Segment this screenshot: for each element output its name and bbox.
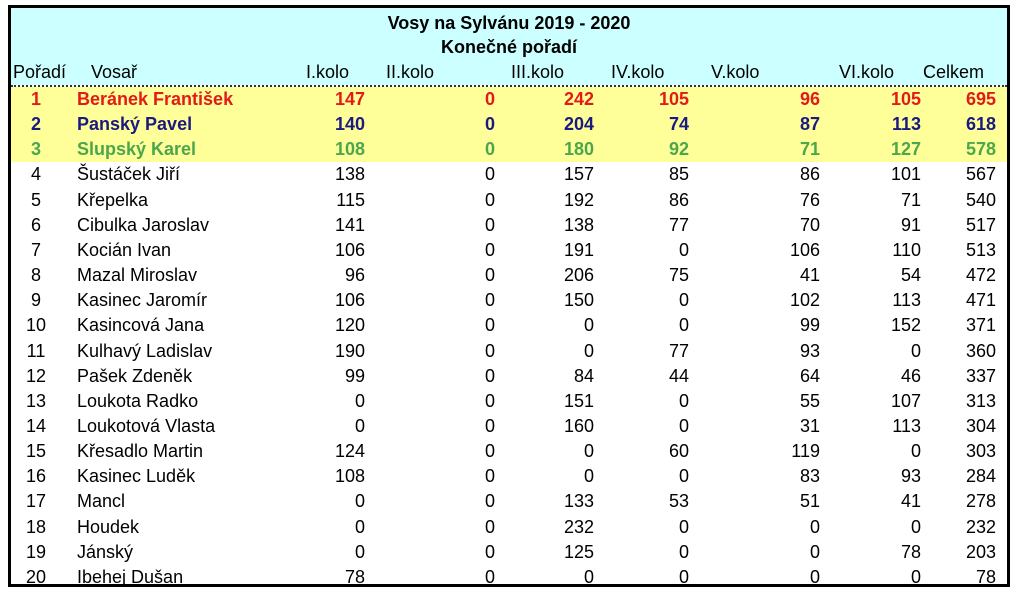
rank-cell: 16: [25, 466, 47, 487]
round-1-cell: 120: [334, 315, 365, 336]
round-2-cell: 0: [484, 89, 495, 109]
round-3-cell: 150: [563, 290, 594, 311]
name-cell: Houdek: [77, 516, 140, 537]
rank-cell: 5: [30, 189, 41, 210]
column-header-name: Vosař: [91, 62, 138, 82]
round-1-cell: 0: [354, 415, 365, 436]
round-2-cell: 0: [484, 365, 495, 386]
round-1-cell: 140: [334, 114, 365, 135]
rank-cell: 1: [30, 89, 41, 109]
round-2-cell: 0: [484, 516, 495, 537]
name-cell: Kasincová Jana: [77, 315, 205, 336]
rank-cell: 13: [25, 390, 47, 411]
rank-cell: 3: [30, 139, 41, 160]
name-cell: Mazal Miroslav: [77, 265, 198, 286]
rank-cell: 4: [30, 164, 41, 185]
round-3-cell: 125: [563, 541, 594, 562]
round-6-cell: 113: [892, 415, 921, 436]
round-5-cell: 93: [799, 340, 820, 361]
rank-cell: 17: [25, 491, 47, 512]
round-6-cell: 105: [890, 89, 921, 109]
round-4-cell: 0: [678, 566, 689, 587]
round-4-cell: 105: [658, 89, 689, 109]
rank-cell: 14: [25, 415, 47, 436]
total-cell: 313: [965, 390, 996, 411]
round-6-cell: 0: [910, 340, 921, 361]
round-3-cell: 206: [563, 265, 594, 286]
round-3-cell: 160: [563, 415, 594, 436]
round-5-cell: 96: [799, 89, 820, 109]
column-header-round-1: I.kolo: [306, 62, 350, 82]
round-1-cell: 108: [334, 466, 365, 487]
round-3-cell: 138: [563, 214, 594, 235]
round-6-cell: 113: [892, 290, 921, 311]
total-cell: 618: [965, 114, 996, 135]
total-cell: 78: [975, 566, 996, 587]
rank-cell: 8: [30, 265, 41, 286]
name-cell: Šustáček Jiří: [77, 164, 181, 185]
round-3-cell: 0: [583, 340, 594, 361]
round-5-cell: 41: [799, 265, 820, 286]
total-cell: 304: [965, 415, 996, 436]
name-cell: Jánský: [77, 541, 134, 562]
table-row: [11, 489, 1007, 514]
total-cell: 472: [965, 265, 996, 286]
round-5-cell: 106: [789, 239, 820, 260]
round-5-cell: 0: [809, 566, 820, 587]
round-1-cell: 124: [334, 441, 365, 462]
round-3-cell: 157: [563, 164, 594, 185]
round-2-cell: 0: [484, 189, 495, 210]
round-3-cell: 232: [563, 516, 594, 537]
name-cell: Kasinec Luděk: [77, 466, 196, 487]
round-6-cell: 0: [910, 566, 921, 587]
total-cell: 578: [965, 139, 996, 160]
round-4-cell: 86: [668, 189, 689, 210]
round-6-cell: 46: [900, 365, 921, 386]
table-row: [11, 515, 1007, 540]
table-subtitle: Konečné pořadí: [440, 37, 578, 57]
column-headers: [11, 60, 1007, 85]
round-2-cell: 0: [484, 541, 495, 562]
round-3-cell: 180: [563, 139, 594, 160]
results-table: [8, 5, 1010, 587]
round-3-cell: 133: [563, 491, 594, 512]
round-1-cell: 99: [344, 365, 365, 386]
round-1-cell: 106: [334, 239, 365, 260]
round-4-cell: 0: [678, 390, 689, 411]
table-row: [11, 364, 1007, 389]
round-4-cell: 75: [668, 265, 689, 286]
table-title: Vosy na Sylvánu 2019 - 2020: [387, 13, 631, 33]
table-row: [11, 439, 1007, 464]
name-cell: Mancl: [77, 491, 126, 512]
round-6-cell: 78: [900, 541, 921, 562]
round-4-cell: 0: [678, 415, 689, 436]
name-cell: Pašek Zdeněk: [77, 365, 193, 386]
name-cell: Cibulka Jaroslav: [77, 214, 210, 235]
round-2-cell: 0: [484, 315, 495, 336]
total-cell: 371: [965, 315, 996, 336]
round-5-cell: 0: [809, 541, 820, 562]
name-cell: Křesadlo Martin: [77, 441, 204, 462]
name-cell: Kocián Ivan: [77, 239, 172, 260]
round-2-cell: 0: [484, 214, 495, 235]
round-6-cell: 0: [910, 516, 921, 537]
rank-cell: 20: [25, 566, 47, 587]
round-6-cell: 71: [900, 189, 921, 210]
round-1-cell: 190: [334, 340, 365, 361]
column-header-total: Celkem: [923, 62, 985, 82]
podium-row: [11, 112, 1007, 137]
round-1-cell: 0: [354, 516, 365, 537]
round-6-cell: 54: [900, 265, 921, 286]
round-3-cell: 0: [583, 441, 594, 462]
round-5-cell: 55: [799, 390, 820, 411]
round-5-cell: 76: [799, 189, 820, 210]
round-4-cell: 77: [668, 214, 689, 235]
round-4-cell: 85: [668, 164, 689, 185]
total-cell: 203: [965, 541, 996, 562]
round-1-cell: 0: [354, 390, 365, 411]
round-3-cell: 84: [573, 365, 594, 386]
table-header: [11, 8, 1007, 85]
round-5-cell: 71: [799, 139, 820, 160]
round-1-cell: 141: [334, 214, 365, 235]
round-2-cell: 0: [484, 114, 495, 135]
round-3-cell: 192: [563, 189, 594, 210]
round-2-cell: 0: [484, 566, 495, 587]
total-cell: 695: [965, 89, 996, 109]
round-5-cell: 87: [799, 114, 820, 135]
rank-cell: 9: [30, 290, 41, 311]
round-4-cell: 0: [678, 516, 689, 537]
round-1-cell: 138: [334, 164, 365, 185]
round-6-cell: 41: [900, 491, 921, 512]
name-cell: Slupský Karel: [77, 139, 197, 160]
column-header-round-4: IV.kolo: [611, 62, 665, 82]
rank-cell: 7: [30, 239, 41, 260]
round-1-cell: 108: [334, 139, 365, 160]
round-5-cell: 102: [789, 290, 820, 311]
podium-row: [11, 87, 1007, 112]
name-cell: Křepelka: [77, 189, 149, 210]
round-2-cell: 0: [484, 466, 495, 487]
round-5-cell: 0: [809, 516, 820, 537]
rank-cell: 10: [25, 315, 47, 336]
rank-cell: 2: [30, 114, 41, 135]
table-row: [11, 540, 1007, 565]
table-row: [11, 213, 1007, 238]
total-cell: 540: [965, 189, 996, 210]
round-2-cell: 0: [484, 290, 495, 311]
round-4-cell: 44: [668, 365, 689, 386]
table-row: [11, 565, 1007, 590]
round-4-cell: 77: [668, 340, 689, 361]
round-6-cell: 110: [892, 239, 921, 260]
round-3-cell: 0: [583, 566, 594, 587]
round-5-cell: 99: [799, 315, 820, 336]
round-2-cell: 0: [484, 491, 495, 512]
round-4-cell: 92: [668, 139, 689, 160]
round-6-cell: 91: [900, 214, 921, 235]
round-2-cell: 0: [484, 164, 495, 185]
table-row: [11, 414, 1007, 439]
round-6-cell: 113: [891, 114, 921, 135]
round-4-cell: 60: [668, 441, 689, 462]
table-row: [11, 288, 1007, 313]
round-2-cell: 0: [484, 239, 495, 260]
total-cell: 360: [965, 340, 996, 361]
total-cell: 337: [965, 365, 996, 386]
round-5-cell: 86: [799, 164, 820, 185]
round-2-cell: 0: [484, 441, 495, 462]
round-6-cell: 107: [890, 390, 921, 411]
round-5-cell: 51: [799, 491, 820, 512]
total-cell: 567: [965, 164, 996, 185]
column-header-rank: Pořadí: [13, 62, 67, 82]
total-cell: 232: [965, 516, 996, 537]
name-cell: Kulhavý Ladislav: [77, 340, 213, 361]
table-row: [11, 389, 1007, 414]
table-row: [11, 238, 1007, 263]
name-cell: Ibehej Dušan: [77, 566, 184, 587]
round-2-cell: 0: [484, 340, 495, 361]
total-cell: 517: [965, 214, 996, 235]
round-6-cell: 101: [890, 164, 921, 185]
name-cell: Kasinec Jaromír: [77, 290, 208, 311]
rank-cell: 18: [25, 516, 47, 537]
round-5-cell: 83: [799, 466, 820, 487]
round-1-cell: 0: [354, 491, 365, 512]
round-2-cell: 0: [484, 139, 495, 160]
round-3-cell: 191: [563, 239, 594, 260]
total-cell: 471: [965, 290, 996, 311]
column-header-round-6: VI.kolo: [839, 62, 895, 82]
name-cell: Loukota Radko: [77, 390, 199, 411]
round-4-cell: 0: [678, 315, 689, 336]
name-cell: Panský Pavel: [77, 114, 193, 135]
round-1-cell: 0: [354, 541, 365, 562]
round-4-cell: 74: [668, 114, 689, 135]
podium-row: [11, 137, 1007, 162]
table-row: [11, 263, 1007, 288]
round-6-cell: 0: [910, 441, 921, 462]
round-6-cell: 93: [900, 466, 921, 487]
round-6-cell: 127: [890, 139, 921, 160]
column-header-round-2: II.kolo: [386, 62, 435, 82]
rank-cell: 15: [25, 441, 47, 462]
table-row: [11, 313, 1007, 338]
round-6-cell: 152: [890, 315, 921, 336]
total-cell: 303: [965, 441, 996, 462]
round-3-cell: 242: [563, 89, 594, 109]
round-1-cell: 115: [336, 189, 365, 210]
round-3-cell: 204: [563, 114, 594, 135]
round-4-cell: 53: [668, 491, 689, 512]
round-4-cell: 0: [678, 290, 689, 311]
table-row: [11, 339, 1007, 364]
round-5-cell: 64: [799, 365, 820, 386]
round-1-cell: 147: [334, 89, 365, 109]
total-cell: 278: [965, 491, 996, 512]
round-4-cell: 0: [678, 466, 689, 487]
table-row: [11, 162, 1007, 187]
rank-cell: 19: [25, 541, 47, 562]
round-5-cell: 70: [799, 214, 820, 235]
round-1-cell: 78: [344, 566, 365, 587]
column-header-round-5: V.kolo: [711, 62, 760, 82]
name-cell: Loukotová Vlasta: [77, 415, 216, 436]
round-3-cell: 151: [563, 390, 594, 411]
total-cell: 284: [965, 466, 996, 487]
round-2-cell: 0: [484, 265, 495, 286]
round-2-cell: 0: [484, 390, 495, 411]
round-1-cell: 96: [344, 265, 365, 286]
round-3-cell: 0: [583, 315, 594, 336]
rank-cell: 12: [25, 365, 47, 386]
table-row: [11, 188, 1007, 213]
rank-cell: 11: [26, 340, 46, 361]
round-1-cell: 106: [334, 290, 365, 311]
table-row: [11, 464, 1007, 489]
round-4-cell: 0: [678, 239, 689, 260]
round-5-cell: 31: [799, 415, 820, 436]
round-5-cell: 119: [791, 441, 820, 462]
column-header-round-3: III.kolo: [511, 62, 565, 82]
round-3-cell: 0: [583, 466, 594, 487]
round-2-cell: 0: [484, 415, 495, 436]
round-4-cell: 0: [678, 541, 689, 562]
name-cell: Beránek František: [77, 89, 234, 109]
rank-cell: 6: [30, 214, 41, 235]
total-cell: 513: [965, 239, 996, 260]
